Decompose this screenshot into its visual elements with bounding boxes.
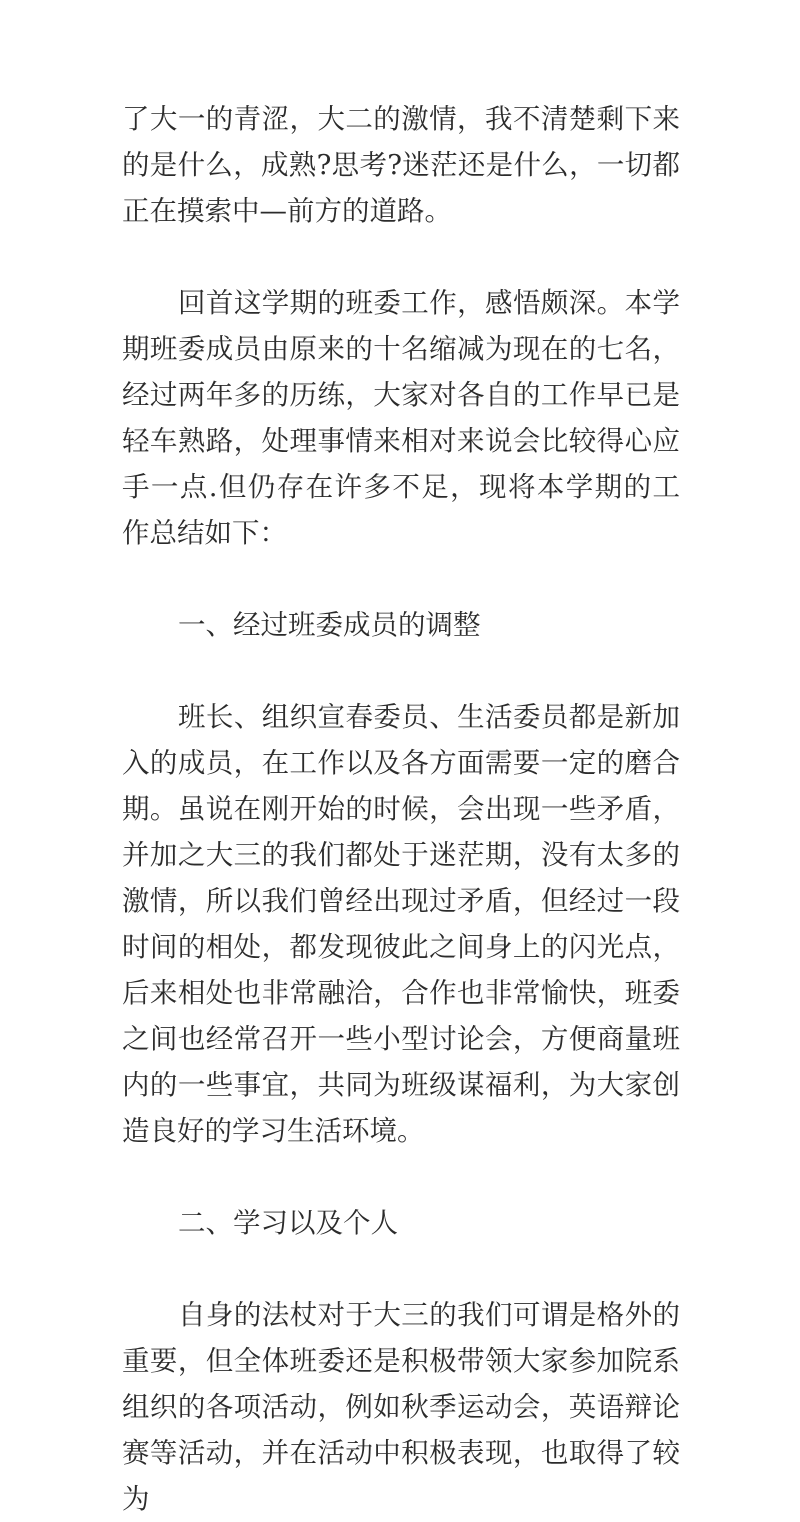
paragraph-review-of-semester: 回首这学期的班委工作，感悟颇深。本学期班委成员由原来的十名缩减为现在的七名，经过两年多的历练，大家对各自的工作早已是轻车熟路，处理事情来相对来说会比较得心应手一点.但仍存在许多不足，现将本学期的工作总结如下： xyxy=(122,287,680,549)
document-body xyxy=(122,96,680,1522)
paragraph-spacer xyxy=(122,1154,680,1200)
paragraph-spacer xyxy=(122,556,680,602)
paragraph-opening: 了大一的青涩，大二的激情，我不清楚剩下来的是什么，成熟?思考?迷茫还是什么，一切都正在摸索中—前方的道路。 xyxy=(122,103,680,227)
paragraph-study-and-personal: 自身的法杖对于大三的我们可谓是格外的重要，但全体班委还是积极带领大家参加院系组织的各项活动，例如秋季运动会，英语辩论赛等活动，并在活动中积极表现，也取得了较为 xyxy=(122,1299,680,1515)
paragraph-committee-adjustment: 班长、组织宣春委员、生活委员都是新加入的成员，在工作以及各方面需要一定的磨合期。虽说在刚开始的时候，会出现一些矛盾，并加之大三的我们都处于迷茫期，没有太多的激情，所以我们曾经出现过矛盾，但经过一段时间的相处，都发现彼此之间身上的闪光点，后来相处也非常融洽，合作也非常愉快，班委之间也经常召开一些小型讨论会，方便商量班内的一些事宜，共同为班级谋福利，为大家创造良好的学习生活环境。 xyxy=(122,701,680,1147)
section-heading-two: 二、学习以及个人 xyxy=(178,1207,398,1239)
heading-spacer xyxy=(122,648,680,694)
paragraph-spacer xyxy=(122,234,680,280)
heading-spacer xyxy=(122,1246,680,1292)
section-heading-one: 一、经过班委成员的调整 xyxy=(178,609,481,641)
